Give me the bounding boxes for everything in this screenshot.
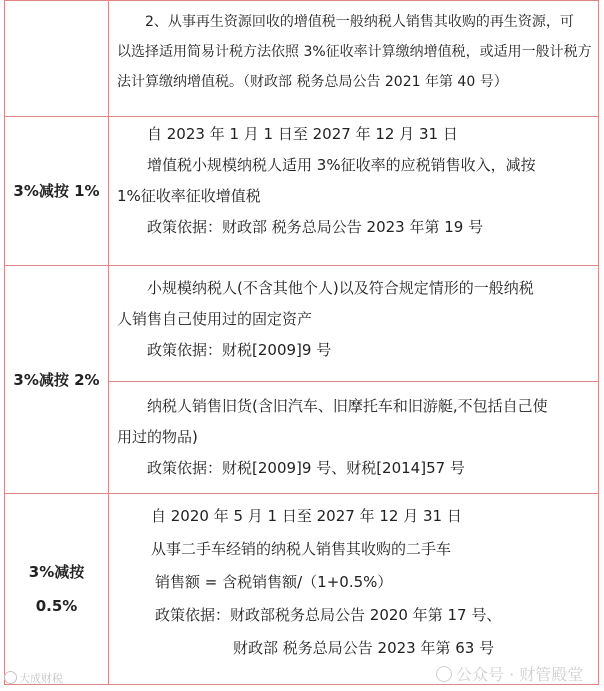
policy-content-cell — [109, 117, 599, 266]
policy-content-cell — [109, 1, 599, 117]
policy-line: 法计算缴纳增值税。（财政部 税务总局公告 2021 年第 40 号） — [117, 74, 508, 90]
rate-label-cell — [5, 117, 109, 266]
table-row — [5, 117, 599, 266]
policy-line: 1%征收率征收增值税 — [117, 187, 261, 205]
policy-content-cell — [109, 382, 599, 494]
rate-label-cell — [5, 266, 109, 494]
policy-line: 用过的物品) — [117, 428, 198, 446]
policy-line: 政策依据：财税[2009]9 号 — [147, 341, 332, 359]
policy-line: 小规模纳税人(不含其他个人)以及符合规定情形的一般纳税 — [147, 279, 534, 297]
rate-label: 0.5% — [35, 597, 78, 615]
policy-line: 从事二手车经销的纳税人销售其收购的二手车 — [151, 540, 452, 558]
policy-content-cell — [109, 266, 599, 382]
rate-label: 3%减按 2% — [13, 370, 100, 389]
watermark-right — [436, 662, 583, 685]
weibo-logo-icon — [4, 671, 17, 684]
policy-line: 纳税人销售旧货(含旧汽车、旧摩托车和旧游艇,不包括自己使 — [147, 397, 548, 415]
rate-label-cell — [5, 1, 109, 117]
watermark-right-text: 公众号 · 财管殿堂 — [456, 665, 584, 684]
table-row — [5, 1, 599, 117]
policy-line: 政策依据：财政部税务总局公告 2020 年第 17 号、 — [155, 606, 502, 624]
policy-line: 2、从事再生资源回收的增值税一般纳税人销售其收购的再生资源，可 — [145, 14, 574, 30]
rate-label-cell — [5, 494, 109, 685]
policy-line: 销售额 = 含税销售额/（1+0.5%） — [155, 573, 393, 591]
policy-line: 政策依据：财政部 税务总局公告 2023 年第 19 号 — [147, 218, 484, 236]
policy-line: 财政部 税务总局公告 2023 年第 63 号 — [233, 639, 495, 657]
policy-line: 以选择适用简易计税方法依照 3%征收率计算缴纳增值税，或适用一般计税方 — [117, 44, 592, 60]
rate-label: 3%减按 — [28, 563, 85, 581]
policy-line: 人销售自己使用过的固定资产 — [117, 310, 313, 328]
table-row — [5, 266, 599, 382]
policy-line: 增值税小规模纳税人适用 3%征收率的应税销售收入，减按 — [147, 156, 536, 174]
tax-policy-table — [4, 0, 599, 685]
policy-line: 自 2020 年 5 月 1 日至 2027 年 12 月 31 日 — [151, 507, 462, 525]
table-row — [5, 494, 599, 685]
watermark-left-text: 大成财税 — [19, 672, 63, 685]
rate-label: 3%减按 1% — [13, 182, 100, 200]
watermark-left — [4, 670, 63, 686]
policy-line: 政策依据：财税[2009]9 号、财税[2014]57 号 — [147, 459, 465, 477]
policy-line: 自 2023 年 1 月 1 日至 2027 年 12 月 31 日 — [147, 125, 458, 143]
wechat-logo-icon — [436, 666, 452, 682]
policy-content-cell — [109, 494, 599, 685]
